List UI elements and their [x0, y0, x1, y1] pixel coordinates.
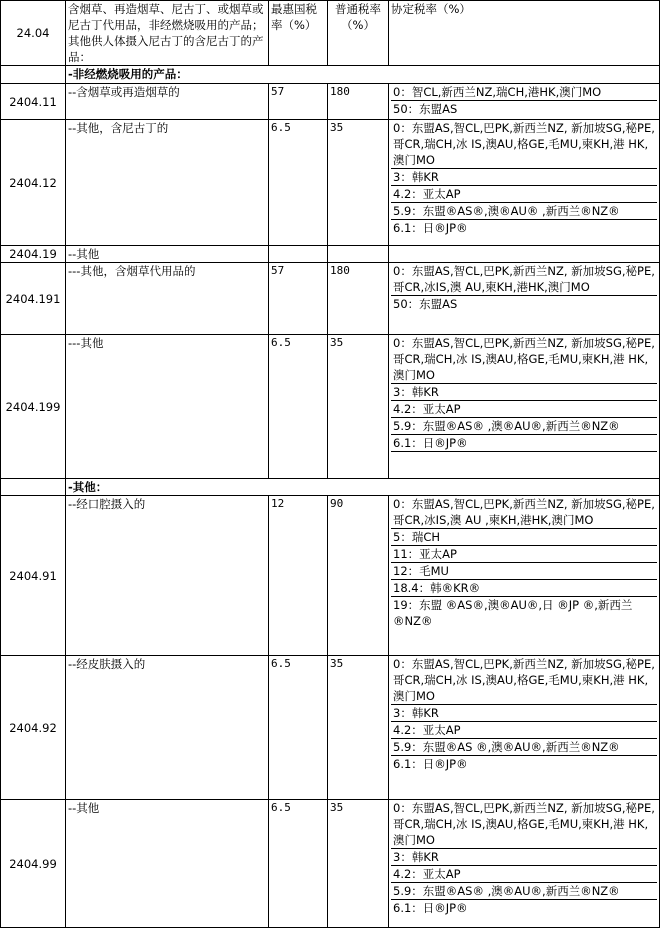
- table-row: [1, 800, 660, 928]
- table-row: [1, 246, 660, 263]
- general-rate: 180: [328, 263, 389, 335]
- item-description: --经皮肤摄入的: [66, 656, 269, 800]
- section-row: [1, 66, 660, 84]
- section-code-cell: [1, 66, 66, 84]
- agreement-rate-line: 19：东盟 ®AS®,澳®AU®,日 ®JP ®,新西兰®NZ®: [391, 596, 657, 629]
- tariff-code: 2404.19: [1, 246, 66, 263]
- agreement-rate-line: 4.2：亚太AP: [391, 400, 657, 417]
- agreement-rate-line: [391, 451, 657, 468]
- general-rate: 35: [328, 120, 389, 246]
- mfn-rate: 57: [269, 263, 328, 335]
- general-rate: 35: [328, 656, 389, 800]
- agreement-rate-line: 3：韩KR: [391, 168, 657, 185]
- mfn-rate: 6.5: [269, 335, 328, 479]
- agreement-rate-line: 3：韩KR: [391, 704, 657, 721]
- item-description: --含烟草或再造烟草的: [66, 84, 269, 120]
- tariff-code: 2404.11: [1, 84, 66, 120]
- agreement-rate-line: 5.9：东盟®AS® ,澳®AU®,新西兰®NZ®: [391, 882, 657, 899]
- general-rate: [328, 246, 389, 263]
- agreement-rate-line: 0：东盟AS,智CL,巴PK,新西兰NZ, 新加坡SG,秘PE,哥CR,瑞CH,冰 IS,澳AU,格GE,毛MU,柬KH,港 HK,澳门MO: [393, 336, 655, 382]
- tariff-code: 2404.91: [1, 496, 66, 656]
- table-row: [1, 335, 660, 479]
- agreement-rate-line: 0：东盟AS,智CL,巴PK,新西兰NZ, 新加坡SG,秘PE,哥CR,冰IS,澳 AU,柬KH,港HK,澳门MO: [393, 264, 655, 294]
- agreement-rate-line: 18.4：韩®KR®: [391, 579, 657, 596]
- tariff-code: 2404.199: [1, 335, 66, 479]
- agreement-rate-line: 6.1：日®JP®: [391, 899, 657, 916]
- agreement-rates-cell: [389, 84, 660, 120]
- agreement-rates-cell: [389, 120, 660, 246]
- item-description: --其他，含尼古丁的: [66, 120, 269, 246]
- mfn-rate: 6.5: [269, 800, 328, 928]
- agreement-rate-line: 0：东盟AS,智CL,巴PK,新西兰NZ, 新加坡SG,秘PE,哥CR,瑞CH,冰 IS,澳AU,格GE,毛MU,柬KH,港 HK,澳门MO: [393, 801, 655, 847]
- table-row: [1, 263, 660, 335]
- general-rate: 35: [328, 800, 389, 928]
- mfn-rate: [269, 246, 328, 263]
- agreement-rates-cell: [389, 496, 660, 656]
- mfn-rate: 12: [269, 496, 328, 656]
- agreement-rate-line: 11：亚太AP: [391, 545, 657, 562]
- agreement-rates-cell: [389, 335, 660, 479]
- mfn-rate: 6.5: [269, 120, 328, 246]
- general-rate: 180: [328, 84, 389, 120]
- agreement-rate-line: 4.2：亚太AP: [391, 185, 657, 202]
- header-mfn-rate: 最惠国税率（%）: [269, 1, 328, 66]
- section-title: -其他：: [66, 479, 660, 496]
- agreement-rate-line: 5.9：东盟®AS ®,澳®AU®,新西兰®NZ®: [391, 738, 657, 755]
- section-row: [1, 479, 660, 496]
- header-row: [1, 1, 660, 66]
- agreement-rate-line: 0：智CL,新西兰NZ,瑞CH,港HK,澳门MO: [393, 85, 602, 99]
- agreement-rate-line: 3：韩KR: [391, 848, 657, 865]
- header-description: 含烟草、再造烟草、尼古丁、或烟草或尼古丁代用品，非经燃烧吸用的产品；其他供人体摄入尼古丁的含尼古丁的产品：: [66, 1, 269, 66]
- agreement-rate-line: 5.9：东盟®AS®,澳®AU® ,新西兰®NZ®: [391, 202, 657, 219]
- header-agreement-rate: 协定税率（%）: [389, 1, 660, 66]
- agreement-rate-line: 5.9：东盟®AS® ,澳®AU®,新西兰®NZ®: [391, 417, 657, 434]
- agreement-rate-line: 6.1：日®JP®: [391, 434, 657, 451]
- agreement-rate-line: 50：东盟AS: [391, 100, 657, 117]
- mfn-rate: 57: [269, 84, 328, 120]
- tariff-code: 2404.12: [1, 120, 66, 246]
- agreement-rate-line: 5：瑞CH: [391, 528, 657, 545]
- agreement-rates-cell: [389, 263, 660, 335]
- tariff-code: 2404.191: [1, 263, 66, 335]
- item-description: --其他: [66, 800, 269, 928]
- agreement-rate-line: [391, 246, 657, 262]
- agreement-rate-line: 0：东盟AS,智CL,巴PK,新西兰NZ, 新加坡SG,秘PE,哥CR,瑞CH,冰 IS,澳AU,格GE,毛MU,柬KH,港 HK,澳门MO: [393, 121, 655, 167]
- agreement-rate-line: 0：东盟AS,智CL,巴PK,新西兰NZ, 新加坡SG,秘PE,哥CR,瑞CH,冰 IS,澳AU,格GE,毛MU,柬KH,港 HK,澳门MO: [393, 657, 655, 703]
- agreement-rate-line: 0：东盟AS,智CL,巴PK,新西兰NZ, 新加坡SG,秘PE,哥CR,冰IS,澳 AU ,柬KH,港HK,澳门MO: [393, 497, 655, 527]
- header-general-rate: 普通税率（%）: [328, 1, 389, 66]
- mfn-rate: 6.5: [269, 656, 328, 800]
- header-code: 24.04: [1, 1, 66, 66]
- general-rate: 35: [328, 335, 389, 479]
- agreement-rate-line: 6.1：日®JP®: [391, 755, 657, 772]
- item-description: ---其他: [66, 335, 269, 479]
- agreement-rate-line: 4.2：亚太AP: [391, 721, 657, 738]
- general-rate: 90: [328, 496, 389, 656]
- agreement-rate-line: 4.2：亚太AP: [391, 865, 657, 882]
- table-row: [1, 656, 660, 800]
- agreement-rate-line: 6.1：日®JP®: [391, 219, 657, 236]
- table-row: [1, 496, 660, 656]
- agreement-rate-line: 3：韩KR: [391, 383, 657, 400]
- item-description: --经口腔摄入的: [66, 496, 269, 656]
- agreement-rate-line: 12：毛MU: [391, 562, 657, 579]
- agreement-rate-line: 50：东盟AS: [391, 295, 657, 312]
- tariff-code: 2404.92: [1, 656, 66, 800]
- table-row: [1, 84, 660, 120]
- section-title: -非经燃烧吸用的产品：: [66, 66, 660, 84]
- agreement-rates-cell: [389, 800, 660, 928]
- item-description: --其他: [66, 246, 269, 263]
- agreement-rates-cell: [389, 246, 660, 263]
- agreement-rates-cell: [389, 656, 660, 800]
- section-code-cell: [1, 479, 66, 496]
- item-description: ---其他，含烟草代用品的: [66, 263, 269, 335]
- tariff-code: 2404.99: [1, 800, 66, 928]
- table-row: [1, 120, 660, 246]
